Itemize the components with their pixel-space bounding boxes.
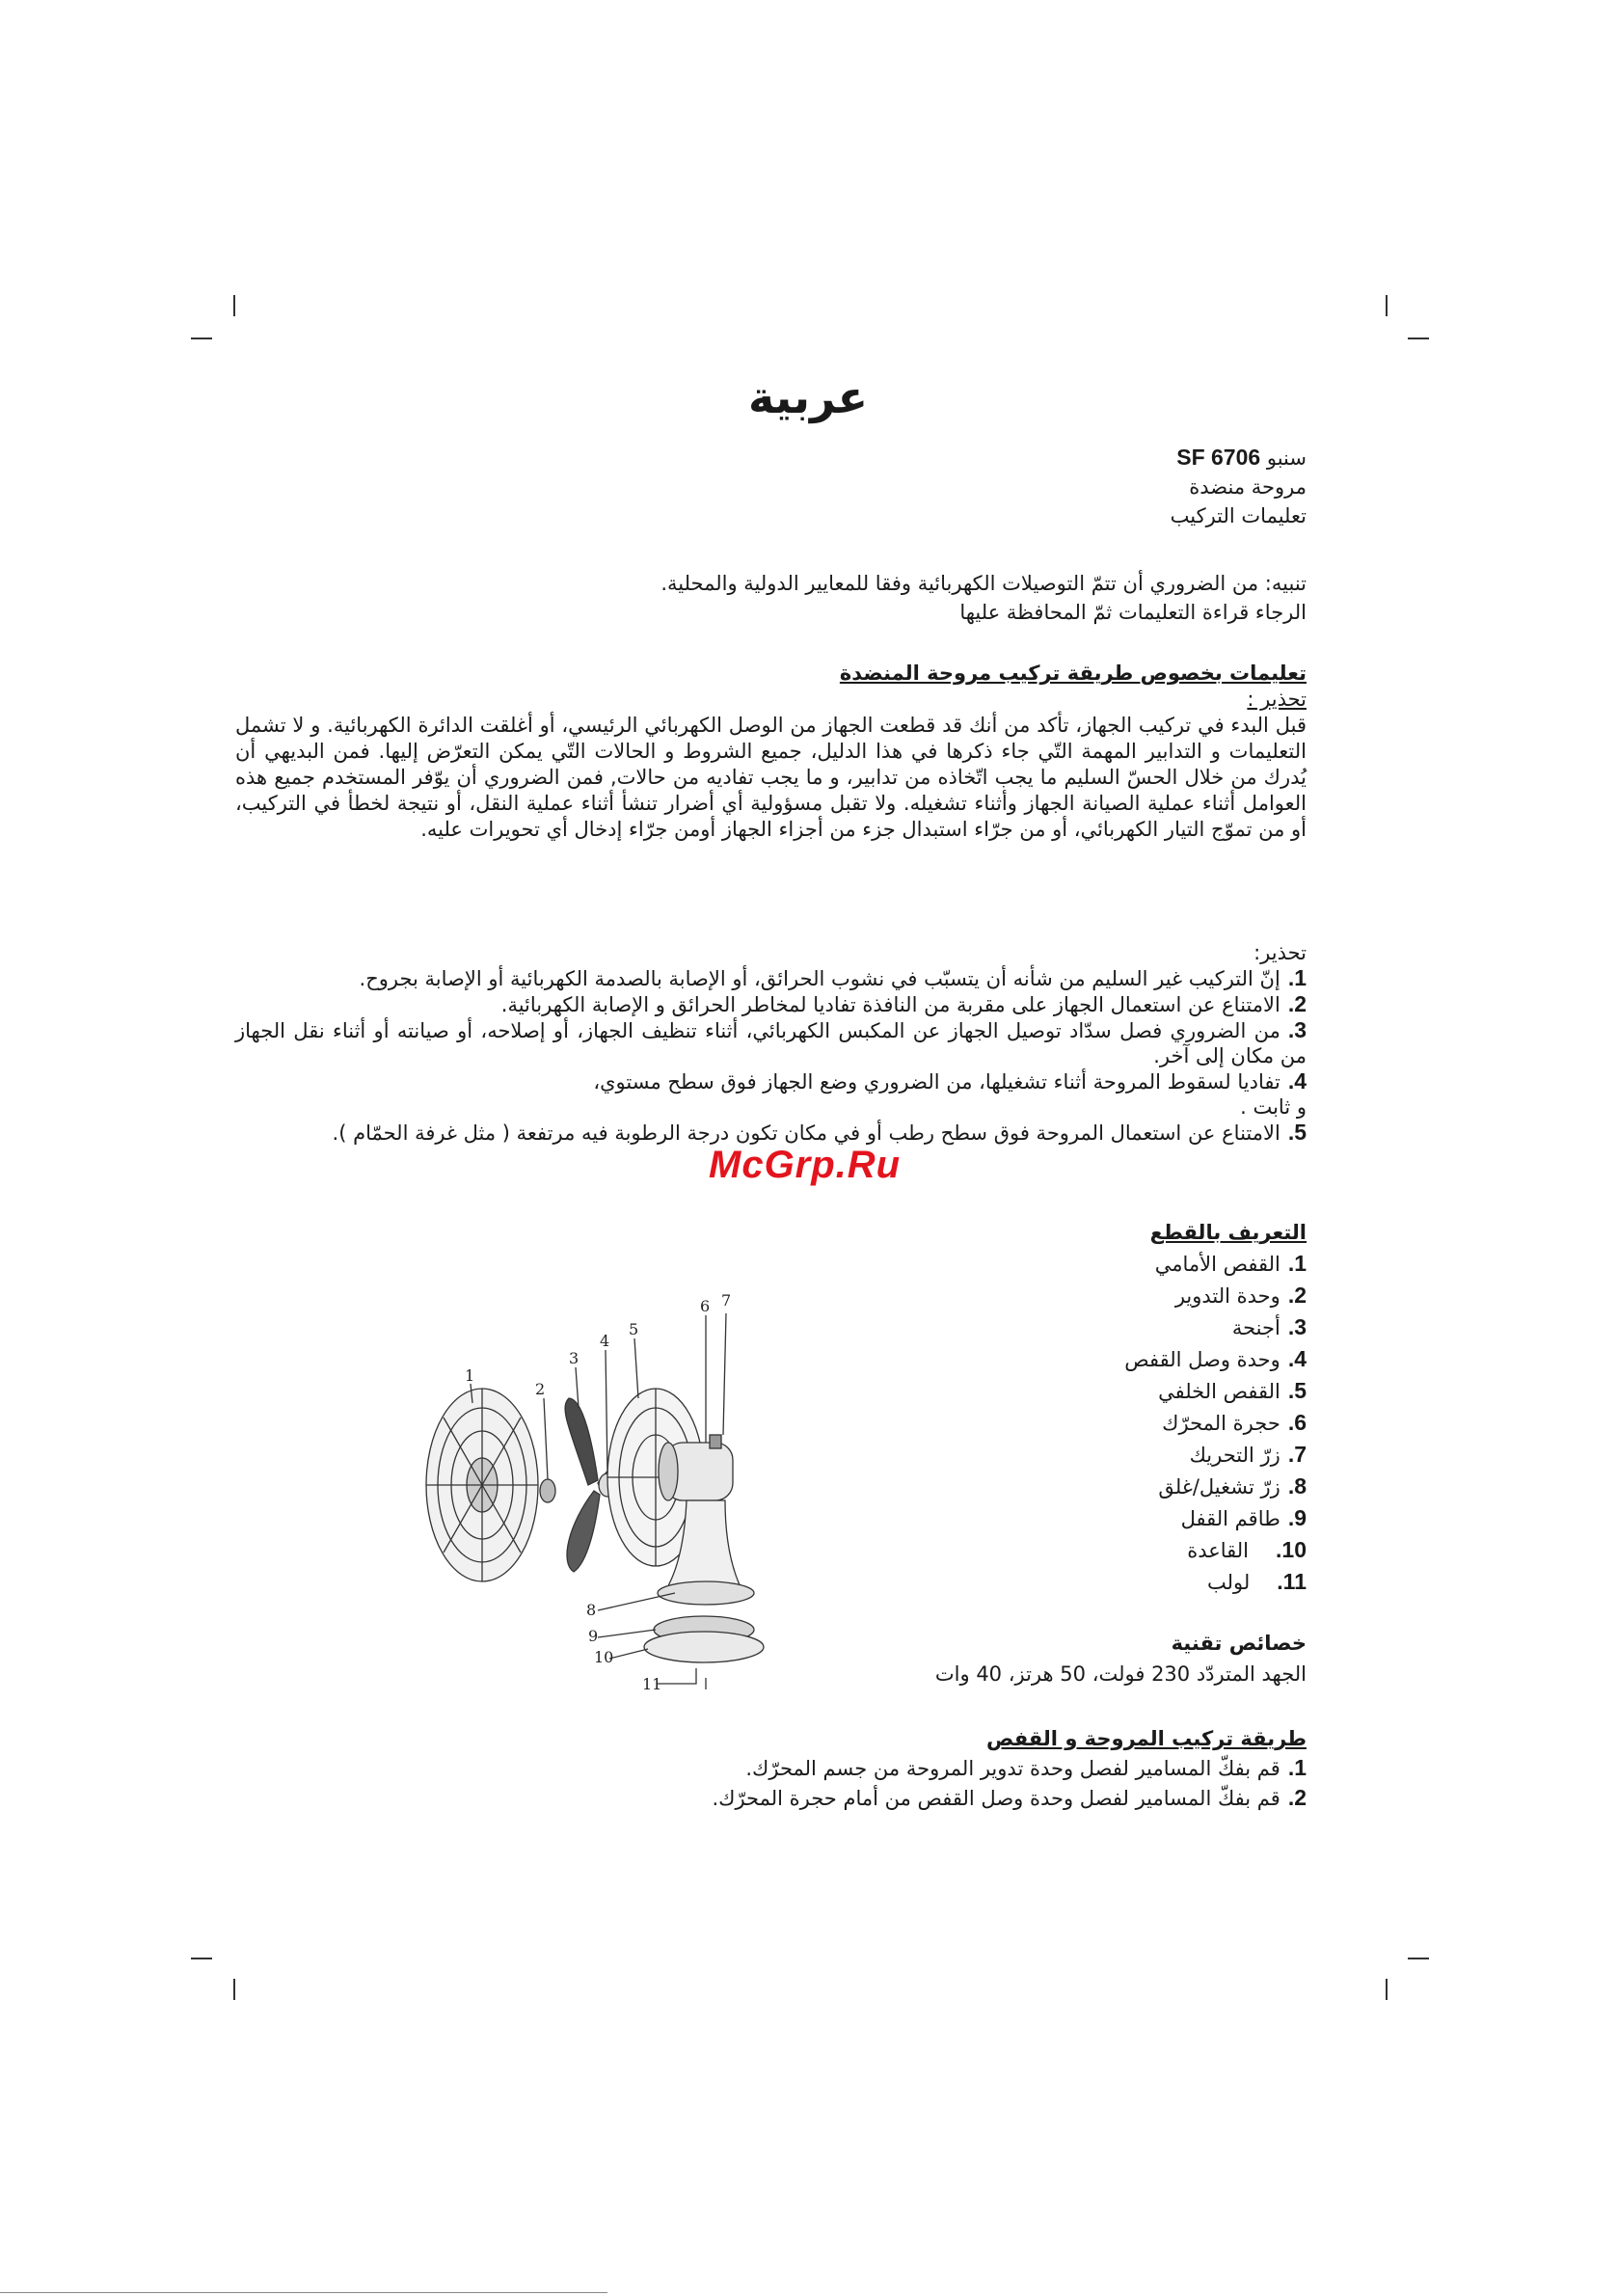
list-item: 7.زرّ التحريك xyxy=(1189,1442,1307,1467)
model-block xyxy=(868,443,1307,530)
list-item: 5.القفص الخلفي xyxy=(1158,1378,1307,1403)
blades-shape xyxy=(565,1398,598,1485)
figure-label: 2 xyxy=(535,1380,546,1398)
list-item: 1.إنّ التركيب غير السليم من شأنه أن يتسبّب في نشوب الحرائق، أو الإصابة بالصدمة الكهربائية أو الإصابة بجروح. xyxy=(359,965,1307,990)
crop-mark xyxy=(1408,1958,1429,1959)
watermark: McGrp.Ru xyxy=(709,1144,902,1186)
notice xyxy=(482,569,1307,627)
list-item: 9.طاقم القفل xyxy=(1180,1505,1307,1530)
crop-mark xyxy=(191,338,212,339)
section-heading: تعليمات بخصوص طريقة تركيب مروحة المنضدة xyxy=(839,662,1307,685)
figure-label: 9 xyxy=(588,1627,599,1645)
fan-exploded-diagram xyxy=(424,1254,791,1697)
list-item: 3.أجنحة xyxy=(1231,1314,1307,1339)
figure-label: 1 xyxy=(465,1366,475,1385)
figure-label: 7 xyxy=(721,1291,732,1310)
list-item: 3.من الضروري فصل سدّاد توصيل الجهاز عن المكبس الكهربائي، أثناء تنظيف الجهاز، أو إصلاحه، أو صيانته أو أثناء نقل الجهاز من مكان إلى آخر. xyxy=(235,1017,1307,1067)
list-item: 1.القفص الأمامي xyxy=(1154,1251,1307,1276)
list-item: 6.حجرة المحرّك xyxy=(1162,1410,1307,1435)
figure-label: 5 xyxy=(629,1320,639,1338)
specs-line: الجهد المتردّد 230 فولت، 50 هرتز، 40 وات xyxy=(934,1662,1307,1686)
crop-mark xyxy=(1408,338,1429,339)
page-title: عربية xyxy=(748,371,868,423)
warning-list xyxy=(235,965,1307,1146)
doc-type: تعليمات التركيب xyxy=(1170,504,1307,527)
section-heading: خصائص تقنية xyxy=(1171,1632,1307,1655)
list-item: 8.زرّ تشغيل/غلق xyxy=(1158,1473,1307,1499)
list-item: 2.قم بفكّ المسامير لفصل وحدة وصل القفص من أمام حجرة المحرّك. xyxy=(712,1785,1307,1810)
list-item: 4.تفاديا لسقوط المروحة أثناء تشغيلها، من الضروري وضع الجهاز فوق سطح مستوي، xyxy=(593,1068,1307,1094)
section-heading: طريقة تركيب المروحة و القفص xyxy=(986,1727,1307,1750)
assembly-section xyxy=(579,1724,1307,1813)
list-item: 11.لولب xyxy=(1207,1569,1307,1594)
notice-line: تنبيه: من الضروري أن تتمّ التوصيلات الكهربائية وفقا للمعايير الدولية والمحلية. xyxy=(660,572,1307,595)
crop-mark xyxy=(1386,295,1388,316)
install-paragraph: قبل البدء في تركيب الجهاز، تأكد من أنك قد قطعت الجهاز من الوصل الكهربائي الرئيسي، أو أغلقت الدائرة الكهربائية. و لا تشمل التعليمات و التدابير المهمة التّي جاء ذكرها في هذا الدليل، جميع الشروط و الحالات التّي يمكن التعرّض إليها. فمن البديهي أن يُدرك من خلال الحسّ السليم ما يجب اتّخاذه من تدابير، و ما يجب تفاديه من حالات, فمن الضروري أن يوّفر المستخدم جميع هذه العوامل أثناء عملية الصيانة الجهاز وأثناء تشغيله. ولا تقبل مسؤولية أي أضرار تنشأ أثناء عملية النقل، أو نتيجة لخطأ في التركيب، أو من تموّج التيار الكهربائي، أو من جرّاء استبدال جزء من أجزاء الجهاز أومن جرّاء إدخال أي تحويرات عليه. xyxy=(235,714,1307,841)
specs-section xyxy=(771,1628,1307,1689)
base-shape xyxy=(644,1632,764,1662)
warning-label: تحذير: xyxy=(1253,941,1307,964)
figure-label: 3 xyxy=(569,1349,579,1367)
crop-mark xyxy=(233,1979,235,2000)
list-item: 2.الامتناع عن استعمال الجهاز على مقربة من النافذة تفاديا لمخاطر الحرائق و الإصابة الكهربائية. xyxy=(500,991,1307,1016)
parts-list xyxy=(1012,1248,1307,1598)
parts-section xyxy=(1012,1217,1307,1598)
figure-label: 11 xyxy=(642,1675,662,1693)
brand-name: سنبو xyxy=(1266,446,1307,470)
warning-label: تحذير : xyxy=(1247,688,1307,711)
section-heading: التعريف بالقطع xyxy=(1149,1221,1307,1244)
model-code: SF 6706 xyxy=(1176,445,1261,470)
figure-label: 4 xyxy=(600,1332,610,1350)
figure-label: 8 xyxy=(586,1601,597,1619)
list-item: و ثابت . xyxy=(1240,1095,1307,1119)
crop-mark xyxy=(1386,1979,1388,2000)
warnings-section xyxy=(235,940,1307,1146)
model-line xyxy=(868,443,1307,473)
list-item: 4.وحدة وصل القفص xyxy=(1124,1346,1307,1371)
list-item: 5.الامتناع عن استعمال المروحة فوق سطح رطب أو في مكان تكون درجة الرطوبة فيه مرتفعة ( مثل غرفة الحمّام ). xyxy=(332,1120,1307,1145)
notice-line: الرجاء قراءة التعليمات ثمّ المحافظة عليها xyxy=(959,601,1307,624)
figure-label: 6 xyxy=(700,1297,711,1315)
fan-diagram-svg xyxy=(424,1254,791,1697)
bottom-rule xyxy=(0,2292,607,2293)
figure-label: 10 xyxy=(594,1648,614,1666)
list-item: 2.وحدة التدوير xyxy=(1174,1283,1307,1308)
crop-mark xyxy=(191,1958,212,1959)
install-section xyxy=(235,661,1307,843)
list-item: 10.القاعدة xyxy=(1187,1537,1307,1562)
spinner-shape xyxy=(540,1479,555,1502)
list-item: 1.قم بفكّ المسامير لفصل وحدة تدوير المروحة من جسم المحرّك. xyxy=(745,1755,1307,1780)
crop-mark xyxy=(233,295,235,316)
product-name: مروحة منضدة xyxy=(1189,475,1307,499)
assembly-list xyxy=(579,1753,1307,1813)
